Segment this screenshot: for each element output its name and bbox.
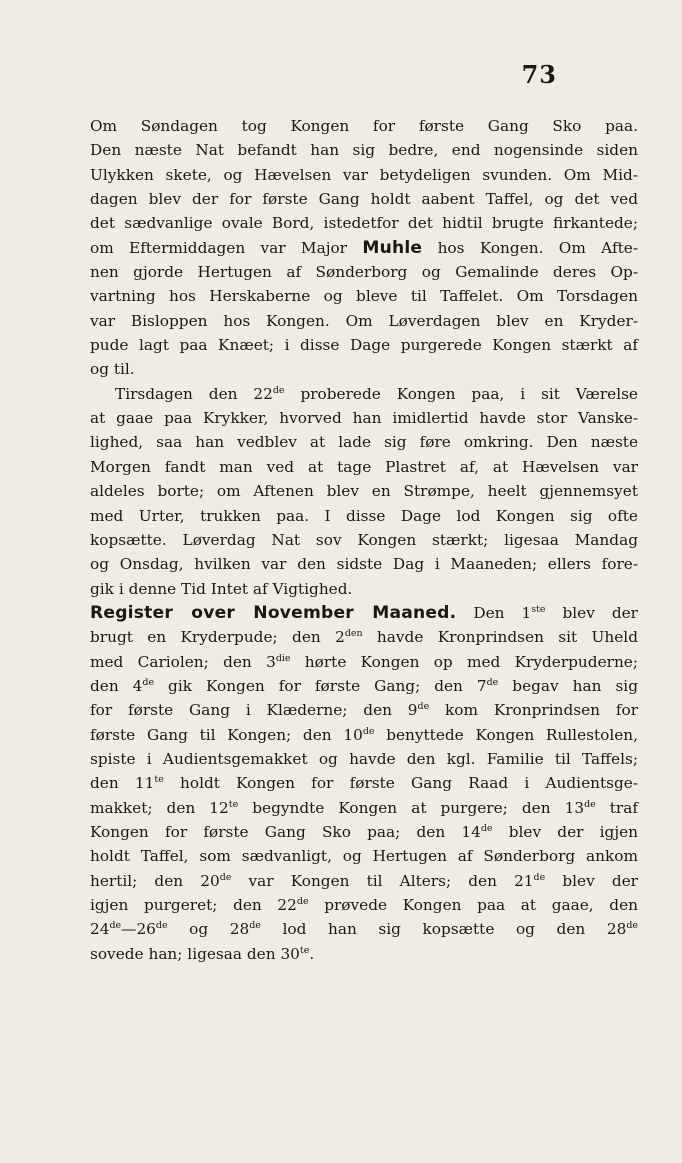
text-run: blev der [545, 603, 638, 622]
text-run: var Bisloppen hos Kongen. Om Løverdagen blev en Kryder- [90, 311, 638, 330]
text-run: brugt en Kryderpude; den 2 [90, 628, 345, 647]
text-run: Kongen for første Gang Sko paa; den 14 [90, 822, 481, 841]
text-run: Om Søndagen tog Kongen for første Gang Sko paa. [90, 117, 638, 135]
text-line [90, 601, 638, 625]
text-run: aldeles borte; om Aftenen blev en Strømpe, heelt gjennemsyet [90, 482, 638, 501]
text-run: benyttede Kongen Rullestolen, [374, 725, 638, 744]
page-number: 73 [521, 60, 557, 89]
register-heading: Register over November Maaned. [90, 602, 457, 623]
text-run: igjen purgeret; den 22 [90, 896, 297, 914]
text-run: Den 1 [456, 603, 532, 622]
ordinal-suffix: ste [531, 603, 546, 615]
text-line [90, 382, 638, 406]
text-line [90, 528, 638, 552]
text-run: —26 [121, 920, 156, 939]
text-run: lod han sig kopsætte og den 28 [260, 920, 627, 939]
text-run: vartning hos Herskaberne og bleve til Taffelet. Om Torsdagen [90, 287, 638, 306]
text-run: med Urter, trukken paa. I disse Dage lod Kongen sig ofte [90, 506, 638, 525]
text-run: den 4 [90, 676, 143, 695]
text-run: det sædvanlige ovale Bord, istedetfor det hidtil brugte firkantede; [90, 214, 638, 233]
ordinal-suffix: de [533, 871, 546, 883]
text-line [90, 309, 638, 333]
text-run: hertil; den 20 [90, 871, 220, 890]
text-line [90, 844, 638, 868]
ordinal-suffix: de [272, 384, 285, 396]
text-line [90, 236, 638, 260]
text-line [90, 211, 638, 235]
text-run: om Eftermiddagen var Major [90, 238, 363, 257]
text-run: gik Kongen for første Gang; den 7 [154, 676, 487, 695]
body-text [90, 114, 638, 966]
text-run: Den næste Nat befandt han sig bedre, end nogensinde siden [90, 141, 638, 160]
text-line [90, 455, 638, 479]
text-run: for første Gang i Klæderne; den 9 [90, 701, 418, 720]
text-line [90, 625, 638, 649]
text-line [90, 187, 638, 211]
text-run: Tirsdagen den 22 [115, 384, 273, 403]
text-run: traf [595, 798, 639, 817]
text-run: prøvede Kongen paa at gaae, den [308, 896, 638, 914]
text-line [90, 552, 638, 576]
text-line [90, 406, 638, 430]
text-run: med Cariolen; den 3 [90, 652, 276, 671]
text-run: proberede Kongen paa, i sit Værelse [284, 384, 638, 403]
text-run: . [309, 944, 315, 963]
ordinal-suffix: de [249, 920, 261, 932]
text-line [90, 260, 638, 284]
text-run: blev der igjen [492, 822, 638, 841]
text-run: pude lagt paa Knæet; i disse Dage purgerede Kongen stærkt af [90, 336, 638, 355]
text-run: nen gjorde Hertugen af Sønderborg og Gemalinde deres Op- [90, 263, 638, 282]
text-run: holdt Kongen for første Gang Raad i Audientsge- [163, 774, 638, 793]
text-line [90, 917, 638, 941]
text-run: den 11 [90, 774, 155, 793]
ordinal-suffix: de [142, 676, 155, 688]
text-run: Ulykken skete, og Hævelsen var betydeligen svunden. Om Mid- [90, 165, 638, 184]
ordinal-suffix: de [362, 725, 375, 737]
text-run: dagen blev der for første Gang holdt aabent Taffel, og det ved [90, 190, 638, 209]
text-line [90, 942, 638, 966]
ordinal-suffix: te [228, 798, 239, 810]
text-line [90, 357, 638, 381]
text-run: var Kongen til Alters; den 21 [231, 871, 534, 890]
text-run: at gaae paa Krykker, hvorved han imidlertid havde stor Vanske- [90, 409, 638, 428]
ordinal-suffix: die [275, 652, 291, 664]
text-run: 24 [90, 920, 110, 939]
text-run: spiste i Audientsgemakket og havde den kgl. Familie til Taffels; [90, 749, 638, 768]
text-line [90, 333, 638, 357]
text-line [90, 577, 638, 601]
ordinal-suffix: de [584, 798, 596, 810]
ordinal-suffix: de [155, 920, 168, 932]
ordinal-suffix: de [417, 701, 430, 713]
text-line [90, 869, 638, 893]
text-run: og til. [90, 360, 135, 379]
ordinal-suffix: de [109, 920, 122, 932]
text-run: og Onsdag, hvilken var den sidste Dag i Maaneden; ellers fore- [90, 555, 638, 574]
ordinal-suffix: te [299, 944, 310, 956]
text-run: lighed, saa han vedblev at lade sig føre omkring. Den næste [90, 433, 638, 452]
text-line [90, 674, 638, 698]
text-run: første Gang til Kongen; den 10 [90, 725, 363, 744]
ordinal-suffix: de [296, 895, 309, 907]
text-run: havde Kronprindsen sit Uheld [362, 628, 638, 647]
text-line [90, 698, 638, 722]
ordinal-suffix: de [219, 871, 232, 883]
text-line [90, 504, 638, 528]
text-run: begyndte Kongen at purgere; den 13 [238, 798, 585, 817]
text-line [90, 114, 638, 138]
text-run: blev der [545, 871, 638, 890]
text-line [90, 771, 638, 795]
text-line [90, 893, 638, 917]
ordinal-suffix: de [626, 920, 638, 932]
ordinal-suffix: de [480, 822, 493, 834]
text-line [90, 650, 638, 674]
text-run: makket; den 12 [90, 798, 229, 817]
text-line [90, 479, 638, 503]
text-line [90, 820, 638, 844]
ordinal-suffix: de [486, 676, 499, 688]
text-line [90, 284, 638, 308]
text-run: sovede han; ligesaa den 30 [90, 944, 300, 963]
text-run: holdt Taffel, som sædvanligt, og Hertugen af Sønderborg ankom [90, 847, 638, 866]
register-heading: Muhle [362, 237, 423, 258]
ordinal-suffix: te [154, 774, 164, 786]
text-run: kopsætte. Løverdag Nat sov Kongen stærkt; ligesaa Mandag [90, 530, 638, 549]
text-line [90, 430, 638, 454]
text-line [90, 163, 638, 187]
ordinal-suffix: den [344, 628, 363, 640]
text-run: gik i denne Tid Intet af Vigtighed. [90, 579, 353, 598]
text-line [90, 723, 638, 747]
text-run: og 28 [167, 920, 250, 939]
text-run: kom Kronprindsen for [429, 701, 639, 720]
text-line [90, 796, 638, 820]
text-run: Morgen fandt man ved at tage Plastret af, at Hævelsen var [90, 457, 638, 476]
text-line [90, 138, 638, 162]
text-run: begav han sig [498, 676, 638, 695]
text-run: hos Kongen. Om Afte- [422, 238, 638, 257]
text-run: hørte Kongen op med Kryderpuderne; [290, 652, 638, 671]
text-line [90, 747, 638, 771]
